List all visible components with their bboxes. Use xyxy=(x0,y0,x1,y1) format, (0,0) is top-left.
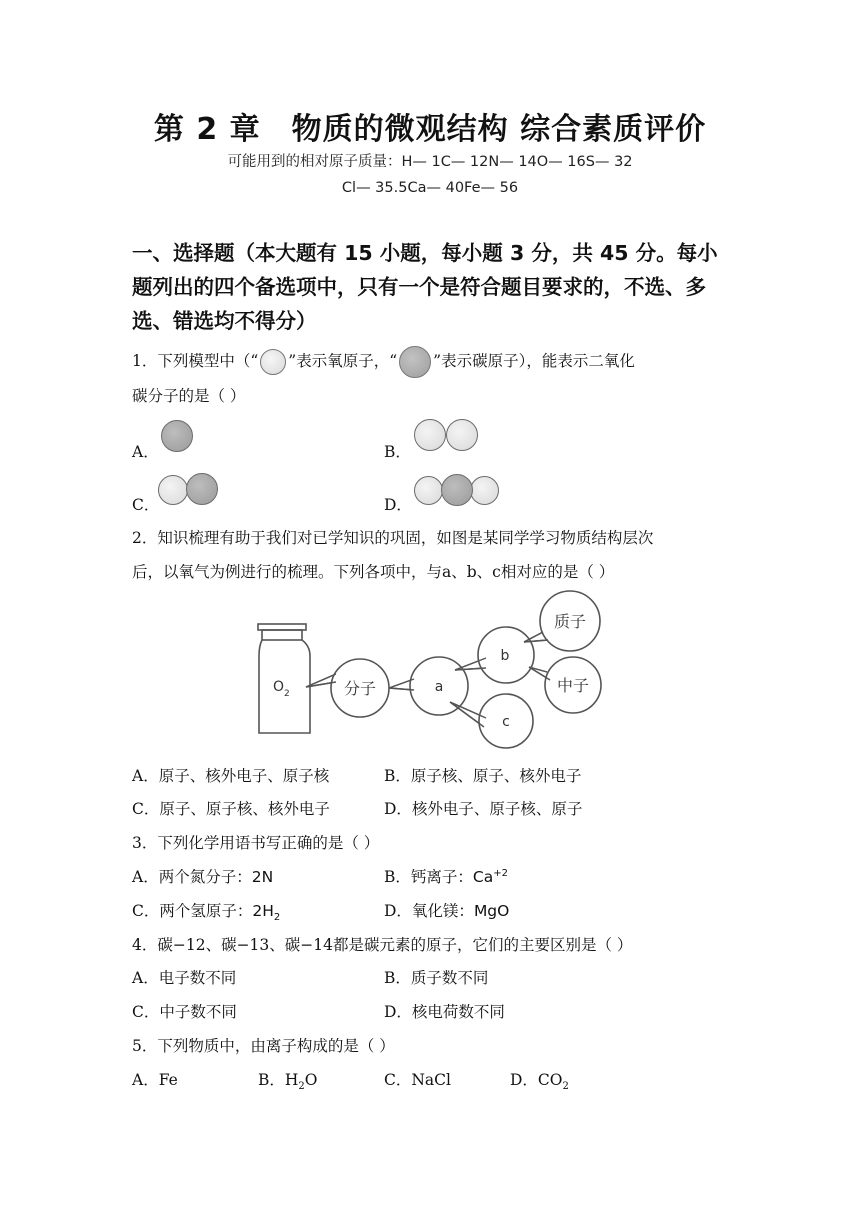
q3-option-b xyxy=(384,865,508,887)
q3-option-b-text: B．钙离子： xyxy=(384,868,473,886)
q1-stem-line1 xyxy=(132,346,635,378)
q1-stem-part-b: ”表示氧原子，“ xyxy=(288,352,398,370)
carbon-atom-icon xyxy=(161,420,193,452)
carbon-atom-icon xyxy=(441,474,473,506)
q2-option-b: B．原子核、原子、核外电子 xyxy=(384,767,582,785)
oxygen-atom-icon xyxy=(446,419,478,451)
q1-option-b-model xyxy=(414,419,484,453)
q3-option-d-text: D．氧化镁： xyxy=(384,902,474,920)
q2-option-c: C．原子、原子核、核外电子 xyxy=(132,800,330,818)
molecule-label: 分子 xyxy=(343,679,377,698)
oxygen-atom-icon xyxy=(414,419,446,451)
q5-option-a: A．Fe xyxy=(132,1071,178,1089)
b-label: b xyxy=(500,648,510,664)
q3-option-b-charge: +2 xyxy=(493,867,508,879)
q2-stem-line2: 后，以氧气为例进行的梳理。下列各项中，与a、b、c相对应的是（ ） xyxy=(132,563,615,581)
q3-option-a xyxy=(132,865,273,887)
q4-stem: 4．碳−12、碳−13、碳−14都是碳元素的原子，它们的主要区别是（ ） xyxy=(132,936,633,954)
q3-option-c-text: C．两个氢原子： xyxy=(132,902,253,920)
q3-option-d xyxy=(384,899,509,921)
q4-option-a: A．电子数不同 xyxy=(132,969,237,987)
q3-option-a-text: A．两个氮分子： xyxy=(132,868,252,886)
atomic-mass-line-1: 可能用到的相对原子质量：H— 1C— 12N— 14O— 16S— 32 xyxy=(227,154,633,170)
q3-option-c-subscript: 2 xyxy=(273,912,281,924)
q5-stem: 5．下列物质中，由离子构成的是（ ） xyxy=(132,1037,395,1055)
q4-option-b: B．质子数不同 xyxy=(384,969,489,987)
a-label: a xyxy=(434,679,444,695)
proton-label: 质子 xyxy=(553,612,587,631)
q1-stem-line2: 碳分子的是（ ） xyxy=(132,387,246,405)
q5-option-b-text: B．H xyxy=(258,1071,299,1089)
q1-option-d-model xyxy=(414,474,502,506)
bottle-label-sub: 2 xyxy=(284,689,290,699)
atomic-mass-line-2: Cl— 35.5Ca— 40Fe— 56 xyxy=(341,180,519,196)
q3-option-c-formula: 2H xyxy=(252,902,274,920)
structure-diagram xyxy=(250,590,610,752)
q3-option-a-formula: 2N xyxy=(251,868,274,886)
page-title: 第 2 章 物质的微观结构 综合素质评价 xyxy=(153,112,707,147)
q1-stem-part-c: ”表示碳原子），能表示二氧化 xyxy=(433,352,635,370)
oxygen-atom-icon xyxy=(260,349,286,375)
q5-option-b xyxy=(258,1068,318,1092)
q3-option-b-formula: Ca xyxy=(472,868,494,886)
neutron-label: 中子 xyxy=(556,676,590,695)
q5-option-d xyxy=(510,1068,569,1092)
q2-option-a: A．原子、核外电子、原子核 xyxy=(132,767,330,785)
q5-option-d-subscript: 2 xyxy=(562,1081,569,1093)
oxygen-atom-icon xyxy=(414,476,443,505)
q5-option-b-text-end: O xyxy=(304,1071,318,1089)
q1-option-a-label: A． xyxy=(132,443,159,461)
oxygen-atom-icon xyxy=(470,476,499,505)
q5-option-c: C．NaCl xyxy=(384,1071,451,1089)
q5-option-d-text: D．CO xyxy=(510,1071,563,1089)
oxygen-atom-icon xyxy=(158,475,188,505)
q2-stem-line1: 2．知识梳理有助于我们对已学知识的巩固，如图是某同学学习物质结构层次 xyxy=(132,529,654,547)
q1-option-a-model xyxy=(161,420,195,454)
c-label: c xyxy=(502,714,510,730)
q1-option-c-model xyxy=(158,473,222,505)
carbon-atom-icon xyxy=(399,346,431,378)
q1-option-d-label: D． xyxy=(384,496,412,514)
section-heading: 一、选择题（本大题有 15 小题，每小题 3 分，共 45 分。每小题列出的四个备选项中，只有一个是符合题目要求的，不选、多选、错选均不得分） xyxy=(132,241,718,333)
q1-option-b-label: B． xyxy=(384,443,411,461)
carbon-atom-icon xyxy=(186,473,218,505)
q1-stem-part-a: 1．下列模型中（“ xyxy=(132,352,259,370)
q3-option-c xyxy=(132,899,280,923)
q2-option-d: D．核外电子、原子核、原子 xyxy=(384,800,583,818)
q3-option-d-formula: MgO xyxy=(473,902,510,920)
q3-stem: 3．下列化学用语书写正确的是（ ） xyxy=(132,834,380,852)
q4-option-d: D．核电荷数不同 xyxy=(384,1003,505,1021)
bottle-label: O xyxy=(273,679,285,695)
q5-option-b-subscript: 2 xyxy=(298,1081,305,1093)
q4-option-c: C．中子数不同 xyxy=(132,1003,237,1021)
q1-option-c-label: C． xyxy=(132,496,160,514)
